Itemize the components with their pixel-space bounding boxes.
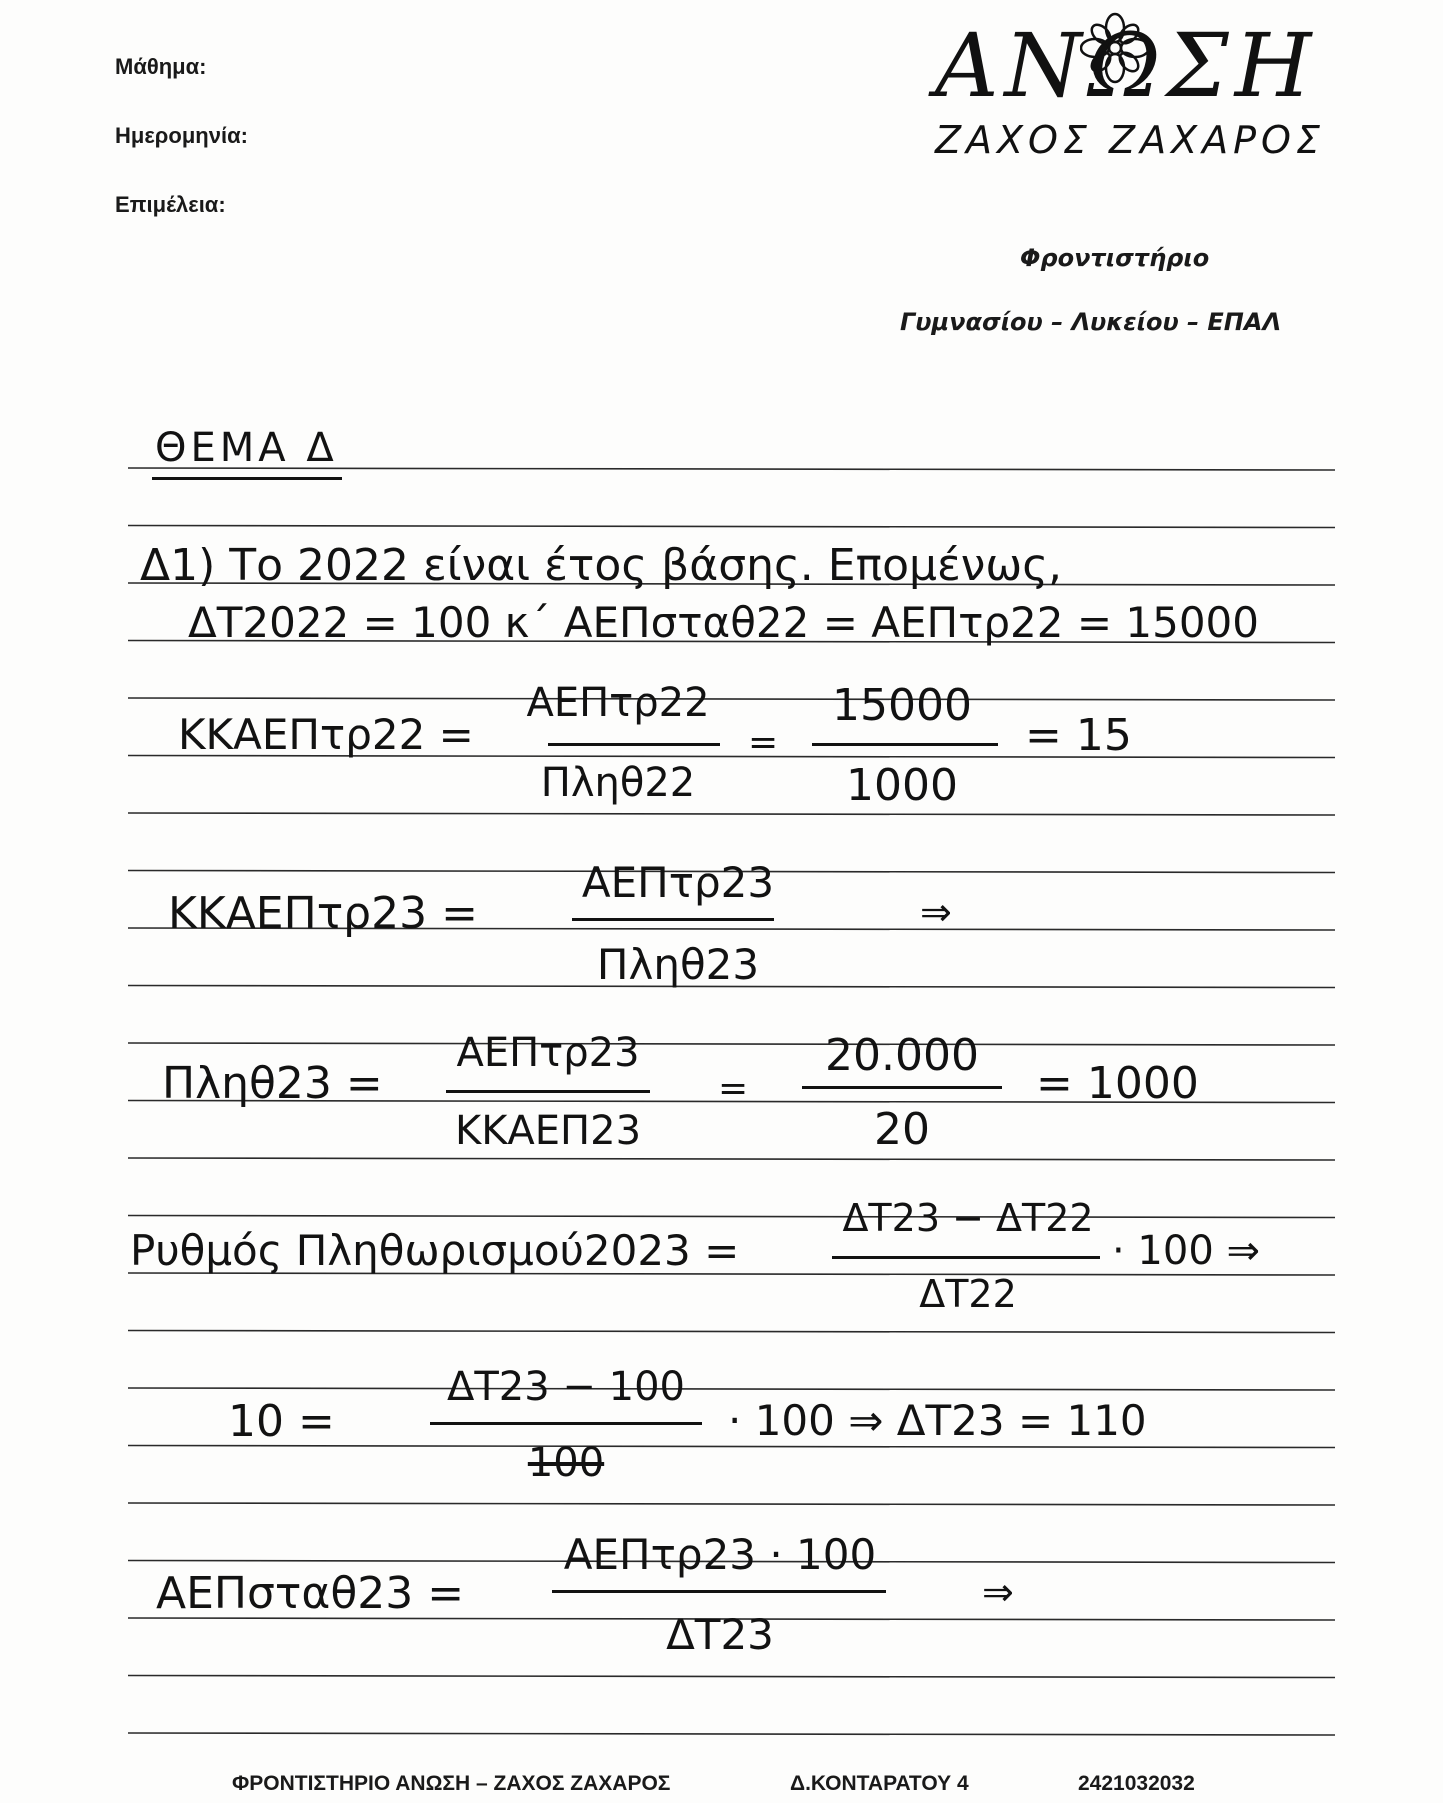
equation-lhs: Πληθ23 = [162,1058,383,1109]
fraction-bar [446,1090,650,1093]
date-field-label: Ημερομηνία: [115,123,248,148]
tagline-levels: Γυμνασίου – Λυκείου – ΕΠΑΛ [900,308,1282,336]
tagline-tutoring: Φροντιστήριο [1020,244,1210,272]
fraction-numerator: ΔΤ23 − ΔΤ22 [842,1196,1094,1240]
ruled-line [128,1158,1335,1160]
fraction-numerator: 15000 [832,680,972,731]
ruled-line [128,526,1335,528]
fraction-bar [832,1256,1100,1259]
equation-lhs: Ρυθμός Πληθωρισμού2023 = [130,1226,740,1275]
footer-phone: 2421032032 [1078,1772,1195,1795]
fraction-numerator: 20.000 [825,1030,979,1081]
fraction-denominator: ΔΤ22 [919,1272,1017,1316]
fraction-denominator: Πληθ23 [596,940,760,989]
fraction-bar [802,1086,1002,1089]
logo-subtitle: ΖΑΧΟΣ ΖΑΧΑΡΟΣ [935,118,1325,162]
fraction-denominator: ΔΤ23 [666,1610,774,1659]
equation-result: · 100 ⇒ [1112,1228,1261,1274]
fraction-bar [548,743,720,746]
equation-result: · 100 ⇒ ΔΤ23 = 110 [728,1396,1147,1445]
fraction-numerator: ΑΕΠτρ23 · 100 [563,1530,877,1579]
intro-line: Δ1) Το 2022 είναι έτος βάσης. Επομένως, [140,540,1063,591]
equation-lhs: ΑΕΠσταθ23 = [156,1568,465,1619]
fraction-denominator: ΚΚΑΕΠ23 [454,1108,642,1154]
logo-word: ΑΝΩΣΗ [935,14,1318,117]
ruled-line [128,1388,1335,1390]
equals-sign: = [718,1068,749,1109]
fraction-bar [572,918,774,921]
ruled-line [128,1733,1335,1735]
section-heading: ΘΕΜΑ Δ [155,425,338,471]
footer-address: Δ.ΚΟΝΤΑΡΑΤΟΥ 4 [790,1772,969,1795]
implies-arrow: ⇒ [920,890,952,934]
ruled-line [128,1676,1335,1678]
flower-icon [1080,10,1150,90]
ruled-line [128,1043,1335,1045]
ruled-line [128,1503,1335,1505]
fraction-bar [552,1590,886,1593]
equation-result: = 15 [1025,710,1132,761]
fraction-denominator: 1000 [846,760,958,811]
fraction-bar [812,743,998,746]
ruled-line [128,698,1335,700]
fraction-denominator: 20 [874,1104,930,1155]
fraction-numerator: ΔΤ23 − 100 [447,1364,685,1410]
implies-arrow: ⇒ [982,1570,1014,1614]
base-year-line: ΔΤ2022 = 100 κ΄ ΑΕΠσταθ22 = ΑΕΠτρ22 = 15000 [188,598,1259,647]
ruled-line [128,813,1335,815]
fraction-denominator: Πληθ22 [540,760,696,806]
equation-result: = 1000 [1036,1058,1199,1109]
editor-field-label: Επιμέλεια: [115,192,226,217]
equals-sign: = [748,722,779,763]
fraction-numerator: ΑΕΠτρ22 [526,680,710,726]
equation-lhs: ΚΚΑΕΠτρ23 = [168,888,478,939]
fraction-denominator: 100 [527,1440,605,1486]
fraction-bar [430,1422,702,1425]
heading-underline [152,477,342,480]
ruled-line [128,1331,1335,1333]
subject-field-label: Μάθημα: [115,54,207,79]
equation-lhs: 10 = [228,1396,335,1447]
equation-lhs: ΚΚΑΕΠτρ22 = [178,710,474,759]
fraction-numerator: ΑΕΠτρ23 [581,858,775,907]
fraction-numerator: ΑΕΠτρ23 [456,1030,640,1076]
footer-name: ΦΡΟΝΤΙΣΤΗΡΙΟ ΑΝΩΣΗ – ΖΑΧΟΣ ΖΑΧΑΡΟΣ [232,1772,671,1795]
ruled-line [128,1216,1335,1218]
